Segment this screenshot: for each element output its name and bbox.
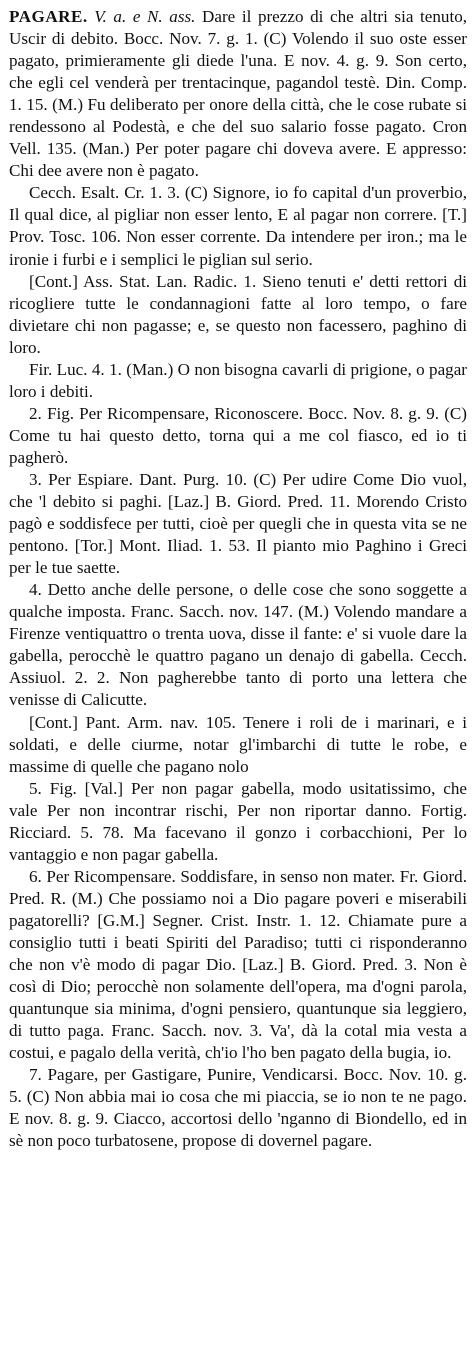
sense-3: 3. Per Espiare. Dant. Purg. 10. (C) Per udire Come Dio vuol, che 'l debito si paghi. [Laz.] B. Giord. Pred. 11. Morendo Cristo pagò e soddisfece per tutti, cioè per quegli che in questa vita se ne pentono. [Tor.] Mont. Iliad. 1. 53. Il pianto mio Paghino i Greci per le tue saette. bbox=[9, 469, 467, 578]
sense-5: 5. Fig. [Val.] Per non pagar gabella, modo usitatissimo, che vale Per non incontrar rischi, Per non riportar danno. Fortig. Ricciard. 5. 78. Ma facevano il gonzo i corbacchioni, Per lo vantaggio e non pagar gabella. bbox=[9, 778, 467, 864]
sense-4: 4. Detto anche delle persone, o delle cose che sono soggette a qualche imposta. Franc. Sacch. nov. 147. (M.) Volendo mandare a Firenze ventiquattro o trenta uova, disse il fante: e' si vuole dare la gabella, perocchè le quattro pagano un denajo di gabella. Cecch. Assiuol. 2. 2. Non pagherebbe tanto di porto una lettera che venisse di Calicutte. bbox=[9, 580, 467, 710]
definition-text: Dare il prezzo di che altri sia tenuto, Uscir di debito. Bocc. Nov. 7. g. 1. (C) Volendo il suo oste esser pagato, primieramente gli diede l'una. E nov. 4. g. 9. Son certo, che egli cel venderà per trentacinque, pagandol testè. Din. Comp. 1. 15. (M.) Fu deliberato per onore della città, che le cose rubate si rendessono al Podestà, e che del suo salario fosse pagato. Cron Vell. 135. (Man.) Per poter pagare chi doveva avere. E appresso: Chi dee avere non è pagato. bbox=[9, 7, 468, 181]
sense-2: 2. Fig. Per Ricompensare, Riconoscere. Bocc. Nov. 8. g. 9. (C) Come tu hai questo detto, torna qui a me col fiasco, ed io ti pagherò. bbox=[9, 403, 467, 467]
headword: PAGARE. bbox=[9, 7, 88, 26]
entry-quote-ass-stat: [Cont.] Ass. Stat. Lan. Radic. 1. Sieno tenuti e' detti rettori di ricogliere tutte le condannagioni fatte al loro tempo, o fare divietare chi non pagasse; e, se questo non facessero, paghino di loro. bbox=[9, 271, 467, 357]
entry-quote-cecch: Cecch. Esalt. Cr. 1. 3. (C) Signore, io fo capital d'un proverbio, Il qual dice, al pigliar non esser lento, E al pagar non correre. [T.] Prov. Tosc. 106. Non esser corrente. Da intendere per iron.; ma le ironie i furbi e i semplici le piglian sul serio. bbox=[9, 183, 467, 269]
entry-quote-pant: [Cont.] Pant. Arm. nav. 105. Tenere i roli de i marinari, e i soldati, e delle ciurme, notar gl'imbarchi di tutte le robe, e massime di quelle che pagano nolo bbox=[9, 712, 467, 776]
entry-quote-fir-luc: Fir. Luc. 4. 1. (Man.) O non bisogna cavarli di prigione, o pagar loro i debiti. bbox=[9, 359, 467, 401]
grammar-label: V. a. e N. ass. bbox=[94, 7, 196, 26]
sense-7: 7. Pagare, per Gastigare, Punire, Vendicarsi. Bocc. Nov. 10. g. 5. (C) Non abbia mai io cosa che mi piaccia, se io non te ne pago. E nov. 8. g. 9. Ciacco, accortosi dello 'nganno di Biondello, ed in sè non poco turbatosene, propose di dovernel pagare. bbox=[9, 1065, 467, 1151]
entry-definition-1 bbox=[9, 6, 467, 182]
sense-6: 6. Per Ricompensare. Soddisfare, in senso non mater. Fr. Giord. Pred. R. (M.) Che possiamo noi a Dio pagare poveri e miserabili pagatorelli? [G.M.] Segner. Crist. Instr. 1. 12. Chiamate pure a consiglio tutti i beati Spiriti del Paradiso; tutti ci risponderanno che non v'è modo di pagar Dio. [Laz.] B. Giord. Pred. 3. Non è così di Dio; perocchè non solamente dell'opera, ma d'ogni parola, quantunque sia minima, d'ogni pensiero, quantunque sia leggiero, di tutto paga. Franc. Sacch. nov. 3. Va', dà la cotal mia vesta a costui, e pagalo della verità, ch'io l'ho ben pagato della bugia, io. bbox=[9, 866, 467, 1063]
